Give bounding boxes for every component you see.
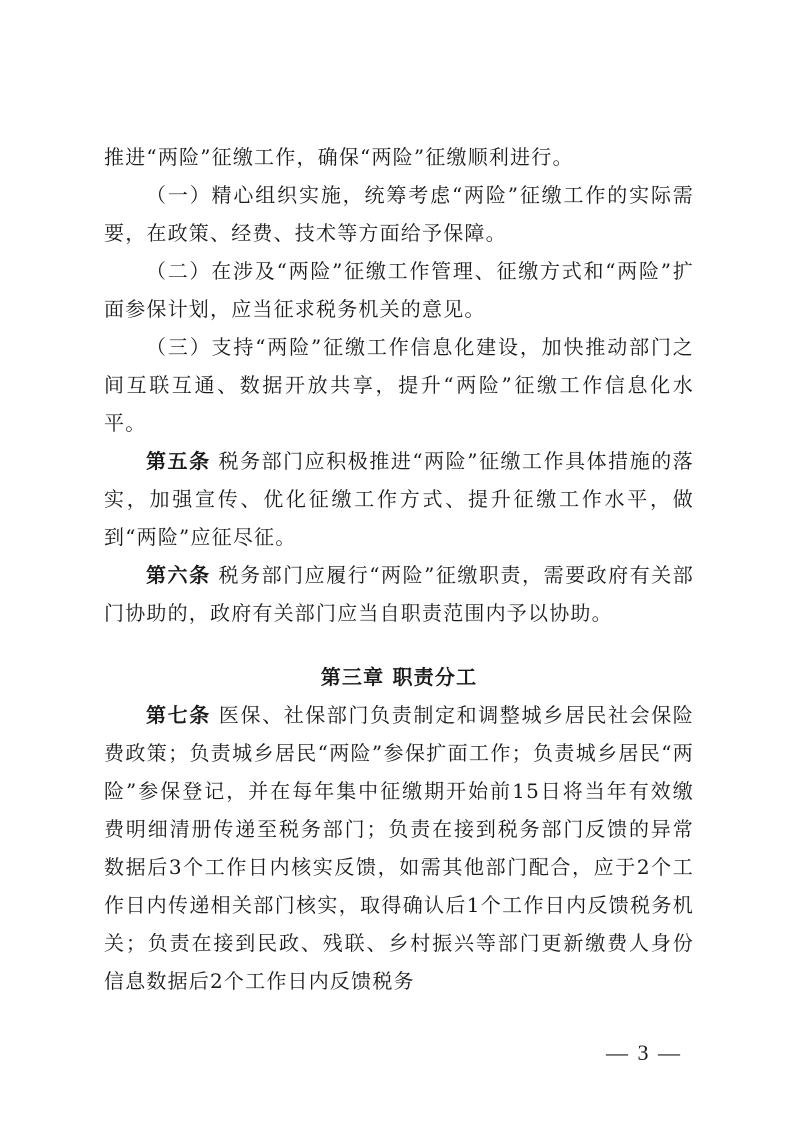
- paragraph-item-2: （二）在涉及“两险”征缴工作管理、征缴方式和“两险”扩面参保计划，应当征求税务机关的意见。: [104, 259, 694, 321]
- article-6-label: 第六条: [146, 563, 211, 587]
- paragraph-item-1: （一）精心组织实施，统筹考虑“两险”征缴工作的实际需要，在政策、经费、技术等方面给予保障。: [104, 183, 694, 245]
- chapter-title: 第三章 职责分工: [320, 665, 478, 689]
- article-7-label: 第七条: [146, 703, 211, 727]
- article-5-label: 第五条: [146, 449, 211, 473]
- article-7-paragraph: [104, 696, 694, 1000]
- article-6-paragraph: [104, 556, 694, 632]
- article-6-text: 税务部门应履行“两险”征缴职责，需要政府有关部门协助的，政府有关部门应当自职责范围内予以协助。: [104, 563, 694, 625]
- paragraph-continuation: 推进“两险”征缴工作，确保“两险”征缴顺利进行。: [104, 145, 574, 169]
- article-5-text: 税务部门应积极推进“两险”征缴工作具体措施的落实，加强宣传、优化征缴工作方式、提升征缴工作水平，做到“两险”应征尽征。: [104, 449, 694, 549]
- article-7-text: 医保、社保部门负责制定和调整城乡居民社会保险费政策；负责城乡居民“两险”参保扩面工作；负责城乡居民“两险”参保登记，并在每年集中征缴期开始前15日将当年有效缴费明细清册传递至税务部门；负责在接到税务部门反馈的异常数据后3个工作日内核实反馈，如需其他部门配合，应于2个工作日内传递相关部门核实，取得确认后1个工作日内反馈税务机关；负责在接到民政、残联、乡村振兴等部门更新缴费人身份信息数据后2个工作日内反馈税务: [104, 703, 694, 993]
- article-5-paragraph: [104, 442, 694, 556]
- document-body: [104, 138, 694, 1000]
- paragraph-item-3: （三）支持“两险”征缴工作信息化建设，加快推动部门之间互联互通、数据开放共享，提升“两险”征缴工作信息化水平。: [104, 335, 694, 435]
- page-number: — 3 —: [606, 1040, 682, 1065]
